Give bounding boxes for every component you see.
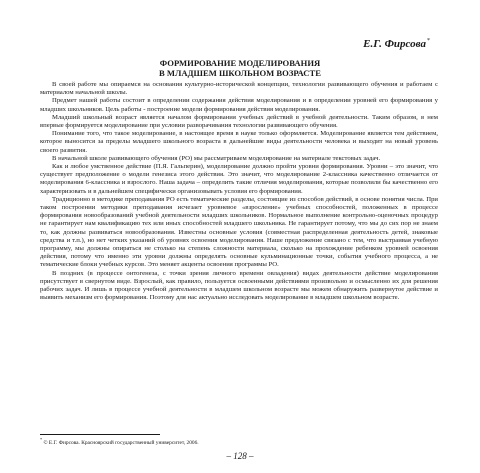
paragraph: Понимание того, что такое моделирование, в настоящее время в науке только оформляется. Моделирование является тем действием, которое выносится за пределы младшего школьного возраста в дальнейшие виды деятельности человека и выходит на новый уровень своего развития. [40,130,438,154]
footnote-text: © Е.Г. Фирсова. Красноярский государственный университет, 2006. [43,439,199,446]
paragraph: В поздних (в процессе онтогенеза, с точки зрения личного времени овладения) видах деятельности действие моделирования присутствует в свернутом виде. Взрослый, как правило, пользуется освоенными действиями произвольно и осмысленно их для решения рабочих задач. И лишь в процессе учебной деятельности в младшем школьном возрасте мы можем обнаружить развернутое действие и выявить механизм его формирования. Поэтому для нас актуально исследовать моделирование в младшем школьном возрасте. [40,269,438,302]
page-number: – 128 – [226,451,254,461]
article-title [40,58,440,78]
title-line-1: ФОРМИРОВАНИЕ МОДЕЛИРОВАНИЯ [159,58,321,68]
author-name [363,38,430,50]
footnote-divider [40,434,160,435]
paragraph: Предмет нашей работы состоит в определении содержания действия моделирования и в определении уровней его формирования у младших школьников. Цель работы - построение модели формирования действия моделирования. [40,97,438,113]
paragraph: Младший школьный возраст является началом формирования учебных действий в учебной деятельности. Таким образом, в нем впервые формируется моделирование при условии разворачивания технологии развивающего обучения. [40,113,438,130]
paragraph: Традиционно в методике преподавания РО есть тематические разделы, состоящие из способов действий, в основе понятия числа. При таком построении методики преподавания исчезает уровневое «взросление» учебных способностей, положенных в процессе формирования новообразований учебной деятельности младших школьников. Нормальное выполнение контрольно-оценочных процедур не гарантирует нам квалификацию тех или иных способностей младшего школьника. Не гарантирует потому, что мы до сих пор не знаем то, как должны развиваться новообразования. Известны основные условия (совместная распределенная деятельность детей, знаковые средства и т.п.), но нет четких указаний об уровнях освоения моделирования. Наше предложение связано с тем, что выстраивая учебную программу, мы должны опираться не столько на степень сложности материала, сколько на прохождение ребенком уровней освоения действия, потому что именно эти уровни должны определять основные кульминационные точки, события учебного процесса, а не тематические блоки учебных курсов. Это меняет акценты освоения программы РО. [40,195,438,269]
footnote [40,437,199,446]
author-footnote-mark: * [427,38,430,45]
footnote-mark: * [40,437,43,442]
author-name-text: Е.Г. Фирсова [363,38,426,50]
paragraph: В начальной школе развивающего обучения (РО) мы рассматриваем моделирование на материале текстовых задач. [52,154,381,162]
paragraph: В своей работе мы опираемся на основания культурно-исторической концепции, технологии развивающего обучения и работаем с материалом начальной школы. [40,81,438,97]
paragraph: Как и любое умственное действие (П.Я. Гальперин), моделирование должно пройти уровни формирования. Уровни – это значит, что существует предположение о модели генезиса этого действия. Это значит, что моделирование 2-классника качественно отличается от моделирования 6-классника и взрослого. Наша задача – определить такие отличия моделирования, которые позволили бы качественно его характеризовать и в дальнейшем специфически организовывать условия его формирования. [40,163,438,195]
article-body [40,81,438,302]
title-line-2: В МЛАДШЕМ ШКОЛЬНОМ ВОЗРАСТЕ [159,68,321,78]
